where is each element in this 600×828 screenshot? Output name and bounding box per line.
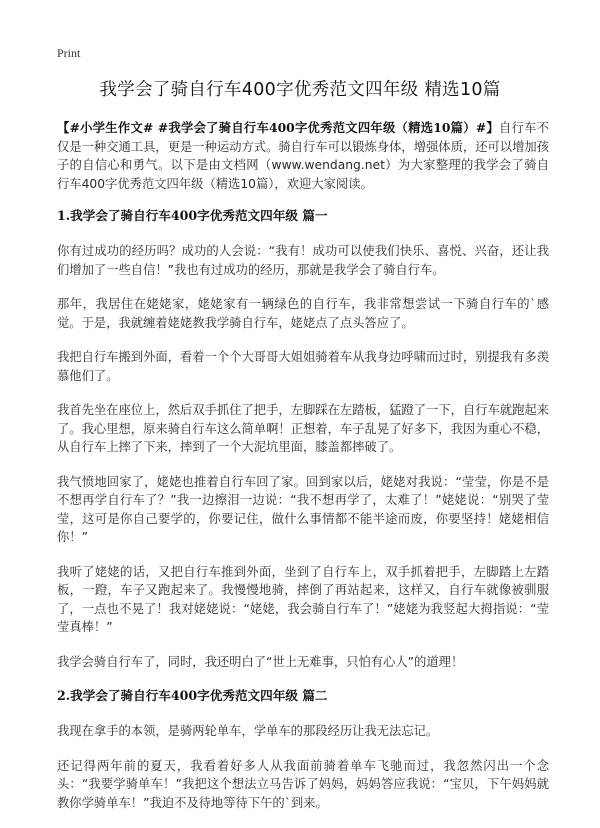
print-label: Print	[57, 46, 81, 60]
paragraph: 那年，我居住在姥姥家，姥姥家有一辆绿色的自行车，我非常想尝试一下骑自行车的`感觉。于是，我就缠着姥姥教我学骑自行车，姥姥点了点头答应了。	[57, 297, 549, 330]
intro-paragraph	[57, 119, 549, 193]
paragraph: 还记得两年前的夏天，我看着好多人从我面前骑着单车飞驰而过，我忽然闪出一个念头：“我要学骑单车！”我把这个想法立马告诉了妈妈，妈妈答应我说：“宝贝，下午妈妈就教你学骑单车！”我迫不及待地等待下午的`到来。	[57, 758, 549, 810]
intro-tags: 【#小学生作文# #我学会了骑自行车400字优秀范文四年级（精选10篇）#】	[57, 120, 499, 135]
paragraph: 我学会骑自行车了，同时，我还明白了“世上无难事，只怕有心人”的道理！	[57, 654, 464, 669]
paragraph: 你有过成功的经历吗？成功的人会说：“我有！成功可以使我们快乐、喜悦、兴奋，还让我们增加了一些自信！”我也有过成功的经历，那就是我学会了骑自行车。	[57, 244, 549, 277]
paragraph: 我把自行车搬到外面，看着一个个大哥哥大姐姐骑着车从我身边呼啸而过时，别提我有多羡慕他们了。	[57, 350, 549, 383]
paragraph: 我现在拿手的本领，是骑两轮单车，学单车的那段经历让我无法忘记。	[57, 724, 439, 738]
paragraph: 我听了姥姥的话，又把自行车推到外面，坐到了自行车上，双手抓着把手，左脚踏上左踏板，一蹬，车子又跑起来了。我慢慢地骑，摔倒了再站起来，这样又，自行车就像被驯服了，一点也不晃了！我对姥姥说：“姥姥，我会骑自行车了！”姥姥为我竖起大拇指说：“莹莹真棒！”	[57, 564, 549, 634]
section-2-heading: 2.我学会了骑自行车400字优秀范文四年级 篇二	[57, 688, 328, 703]
paragraph: 我气愤地回家了，姥姥也推着自行车回了家。回到家以后，姥姥对我说：“莹莹，你是不是不想再学自行车了？”我一边擦泪一边说：“我不想再学了，太难了！”姥姥说：“别哭了莹莹，这可是你自己要学的，你要记住，做什么事情都不能半途而废，你要坚持！姥姥相信你！”	[57, 474, 549, 544]
paragraph: 我首先坐在座位上，然后双手抓住了把手，左脚踩在左踏板，猛蹬了一下，自行车就跑起来了。我心里想，原来骑自行车这么简单啊！正想着，车子乱晃了好多下，我因为重心不稳，从自行车上摔了下来，摔到了一个大泥坑里面，膝盖都摔破了。	[57, 403, 549, 454]
section-1-heading: 1.我学会了骑自行车400字优秀范文四年级 篇一	[57, 208, 328, 223]
document-body	[57, 119, 549, 828]
document-title: 我学会了骑自行车400字优秀范文四年级 精选10篇	[99, 80, 501, 100]
intro-text: 自行车不仅是一种交通工具，更是一种运动方式。骑自行车可以锻炼身体，增强体质，还可以增加孩子的自信心和勇气。以下是由文档网（www.wendang.net）为大家整理的我学会了骑自行车400字优秀范文四年级（精选10篇），欢迎大家阅读。	[57, 121, 549, 191]
